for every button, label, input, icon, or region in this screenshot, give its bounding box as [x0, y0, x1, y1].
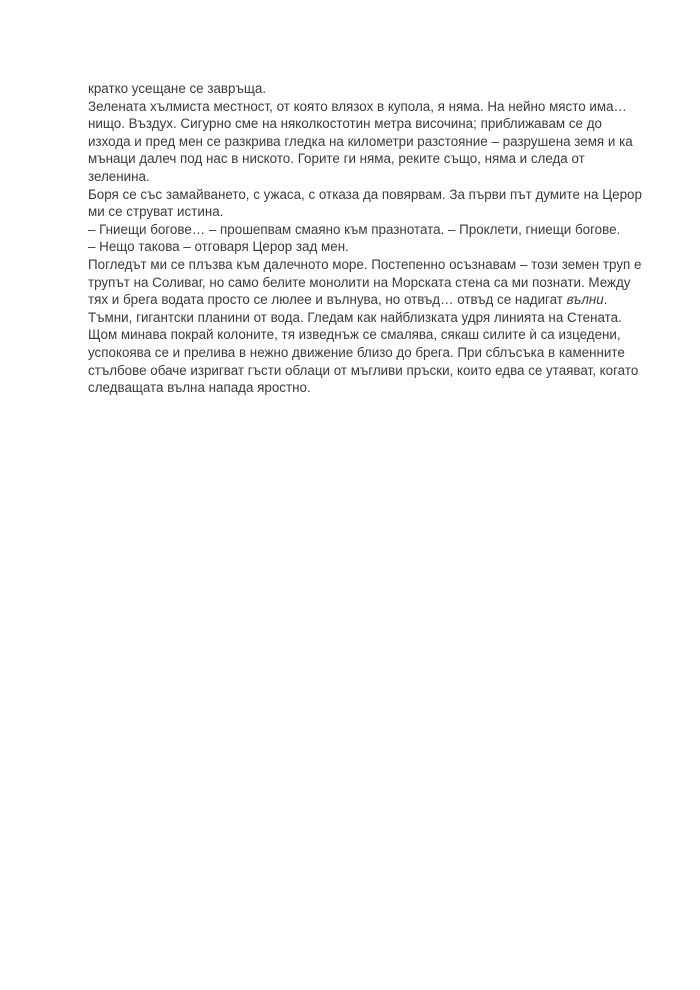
- text-line: Зелената хълмиста местност, от която влязох в купола, я няма. На нейно място има…: [88, 98, 627, 114]
- text-line: успокоява се и прелива в нежно движение близо до брега. При сблъсъка в каменните: [88, 344, 625, 360]
- italic-word: вълни: [566, 292, 604, 308]
- text-line: Тъмни, гигантски планини от вода. Гледам как найблизката удря линията на Стената.: [88, 309, 622, 325]
- text-line: зеленина.: [88, 168, 150, 184]
- text-line-start: тях и брега водата просто се люлее и вълнува, но отвъд… отвъд се надигат: [88, 292, 563, 308]
- text-line: ми се струват истина.: [88, 204, 224, 220]
- italic-suffix: .: [603, 292, 608, 308]
- text-line: Щом минава покрай колоните, тя изведнъж се смалява, сякаш силите ѝ са изцедени,: [88, 327, 621, 343]
- body-text: [88, 80, 642, 397]
- text-line: [88, 291, 628, 309]
- text-line: – Гниещи богове… – прошепвам смаяно към празнотата. – Проклети, гниещи богове.: [88, 221, 621, 237]
- text-line: мънаци далеч под нас в ниското. Горите ги няма, реките също, няма и следа от: [88, 151, 585, 167]
- text-line: нищо. Въздух. Сигурно сме на няколкостотин метра височина; приближавам се до: [88, 116, 602, 132]
- text-line: трупът на Соливаг, но само белите монолити на Морската стена са ми познати. Между: [88, 274, 631, 290]
- text-line: кратко усещане се завръща.: [88, 81, 267, 96]
- text-line: следващата вълна напада яростно.: [88, 380, 311, 396]
- text-line: Погледът ми се плъзва към далечното море. Постепенно осъзнавам – този земен труп е: [88, 256, 642, 272]
- text-line: стълбове обаче изригват гъсти облаци от мъгливи пръски, които едва се утаяват, когато: [88, 362, 639, 378]
- text-line: изхода и пред мен се разкрива гледка на километри разстояние – разрушена земя и ка: [88, 133, 633, 149]
- text-line: Боря се със замайването, с ужаса, с отказа да повярвам. За първи път думите на Церор: [88, 186, 642, 202]
- text-line: – Нещо такова – отговаря Церор зад мен.: [88, 239, 349, 255]
